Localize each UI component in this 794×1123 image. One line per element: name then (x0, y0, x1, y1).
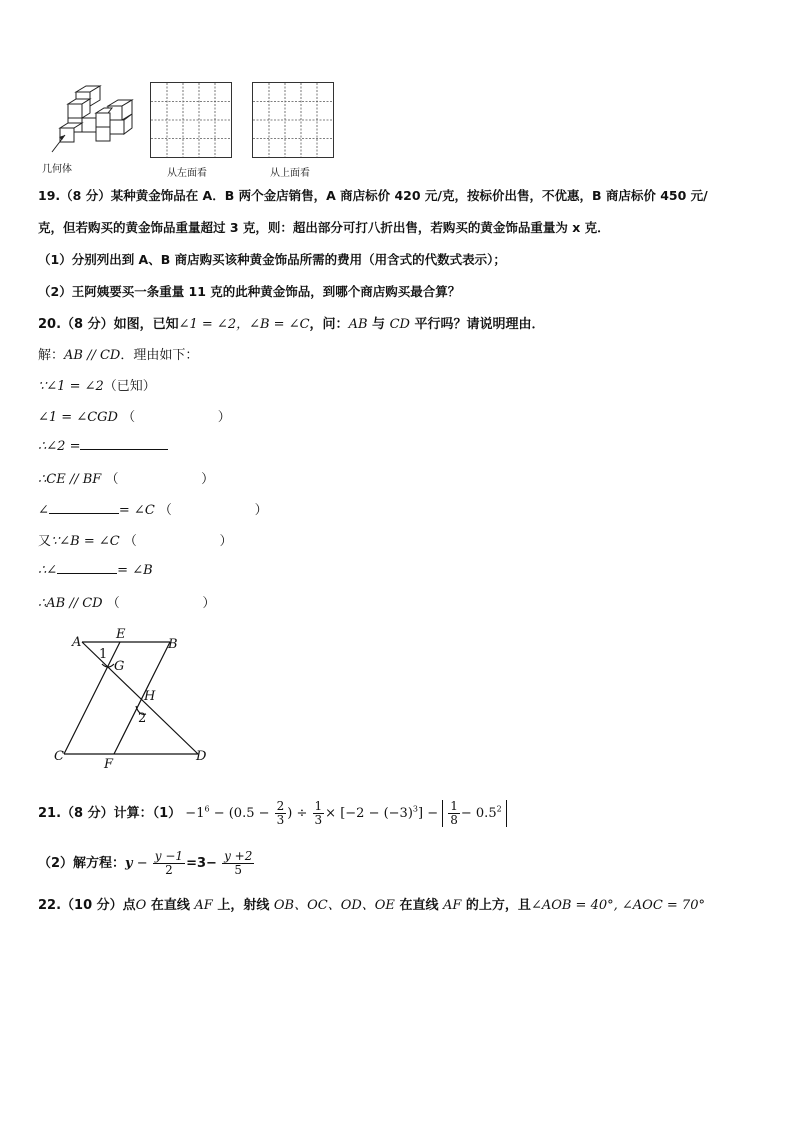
top-view-grid (252, 82, 334, 158)
q20-step5 (38, 499, 268, 518)
q19-line2: 克，但若购买的黄金饰品重量超过 3 克，则：超出部分可打八折出售，若购买的黄金饰品重量为 x 克． (38, 220, 610, 235)
q20-step6-math: ∵∠B = ∠C (51, 534, 120, 549)
q21-part2 (38, 850, 255, 877)
q22-o: O (135, 898, 147, 913)
q21-term-d-exp: 3 (412, 804, 418, 814)
q22-t3: 在直线 (394, 898, 443, 913)
frac-den: 3 (314, 813, 323, 827)
q20-step1-reason: （已知） (103, 379, 156, 394)
q21-term-f: − 0.5 (460, 806, 497, 821)
q21-term-c: ) ÷ (287, 806, 308, 821)
q20-step1-math: ∵∠1 = ∠2 (38, 379, 104, 394)
q21-p1-label: （1） (152, 806, 182, 821)
frac-num: y +2 (224, 849, 253, 863)
q20-step4-math: ∴CE // BF (38, 472, 102, 487)
q22-t4: 的上方，且 (461, 898, 531, 913)
q21-frac-y-minus-1-over-2 (153, 850, 185, 877)
q20-solution-line (38, 344, 198, 363)
q21-title: 21.（8 分）计算： (38, 806, 153, 821)
frac-den: 2 (165, 863, 173, 877)
q19-line1: 19.（8 分）某种黄金饰品在 A．B 两个金店销售，A 商店标价 420 元/克，按标价出售，不优惠，B 商店标价 450 元/ (38, 188, 708, 203)
top-view-caption: 从上面看 (270, 168, 310, 179)
frac-num: 1 (314, 799, 323, 813)
label-b: B (168, 637, 178, 652)
q20-suffix: 平行吗？请说明理由． (409, 317, 545, 332)
q20-step4-reason: （ ） (105, 472, 215, 487)
label-a: A (72, 635, 82, 650)
q22-t2: 上，射线 (212, 898, 274, 913)
q21-expression (185, 799, 506, 827)
frac-den: 3 (276, 813, 285, 827)
q21-term-f-exp: 2 (496, 804, 502, 814)
q20-step7-post: = ∠B (117, 563, 153, 578)
q20-sol-text: ．理由如下： (120, 348, 199, 363)
q20-step2-math: ∠1 = ∠CGD (38, 410, 118, 425)
q19-part2: （2）王阿姨要买一条重量 11 克的此种黄金饰品，到哪个商店购买最合算？ (38, 284, 461, 299)
q22-question (38, 894, 705, 913)
q20-step5-reason: （ ） (158, 503, 268, 518)
q21-p2-label: （2）解方程： (38, 856, 126, 871)
q21-frac-1-3 (313, 800, 325, 827)
frac-den: 5 (234, 863, 243, 877)
q21-term-d: × [−2 − (−3) (325, 806, 413, 821)
q21-p2-minus: − (132, 856, 148, 871)
q20-step5-pre: ∠ (38, 503, 49, 518)
q20-step6 (38, 530, 233, 549)
q20-geometry-figure (52, 626, 222, 768)
segment-ec (64, 642, 120, 754)
q20-step7-blank[interactable] (57, 561, 117, 574)
q22-af: AF (194, 898, 213, 913)
q21-term-a-exp: 6 (204, 804, 210, 814)
q21-term-b: − (0.5 − (209, 806, 270, 821)
q20-step7-pre: ∴∠ (38, 563, 58, 578)
q20-step2-reason: （ ） (122, 410, 231, 425)
left-view-caption: 从左面看 (167, 168, 207, 179)
q21-frac-1-8 (448, 800, 460, 827)
label-1: 1 (99, 647, 108, 662)
q20-step7 (38, 561, 153, 578)
q20-sol-math: AB // CD (64, 348, 121, 363)
q22-prefix: 22.（10 分）点 (38, 898, 136, 913)
left-view-grid (150, 82, 232, 158)
q21-term-e: ] − (418, 806, 439, 821)
frac-num: y −1 (154, 849, 184, 863)
q20-ab: AB (348, 317, 368, 332)
frac-num: 2 (276, 799, 285, 813)
q20-step3 (38, 437, 168, 454)
q20-step4 (38, 468, 214, 487)
frac-num: 1 (450, 799, 458, 813)
q21-part1 (38, 800, 507, 827)
q20-mid: ，问： (309, 317, 349, 332)
q21-frac-2-3 (275, 800, 287, 827)
q22-rays: OB、OC、OD、OE (273, 898, 395, 913)
q22-angles: ∠AOB = 40°, ∠AOC = 70° (530, 898, 705, 913)
solid-caption: 几何体 (42, 164, 72, 175)
label-c: C (54, 749, 64, 764)
label-e: E (116, 627, 126, 642)
q22-af2: AF (442, 898, 462, 913)
q21-abs-bracket (442, 800, 506, 827)
label-h: H (144, 689, 156, 704)
q20-step8 (38, 592, 215, 611)
q20-with: 与 (367, 317, 390, 332)
q21-p2-y: y (125, 856, 133, 871)
label-d: D (196, 749, 207, 764)
label-g: G (114, 659, 125, 674)
q20-step8-math: ∴AB // CD (38, 596, 103, 611)
q20-step3-blank[interactable] (80, 437, 168, 450)
q20-cd: CD (389, 317, 410, 332)
q20-step6-pre: 又 (38, 534, 52, 549)
frac-den: 8 (450, 813, 458, 827)
q20-sol-label: 解： (38, 348, 65, 363)
q20-step2 (38, 406, 231, 425)
q20-step8-reason: （ ） (106, 596, 216, 611)
q20-prefix: 20.（8 分）如图，已知 (38, 317, 179, 332)
q20-step6-reason: （ ） (123, 534, 233, 549)
q20-condition: ∠1 = ∠2，∠B = ∠C (178, 317, 310, 332)
q20-step3-math: ∴∠2 = (38, 439, 81, 454)
label-2: 2 (138, 711, 147, 726)
q20-question (38, 313, 544, 332)
q21-p2-eq: =3− (186, 856, 217, 871)
q20-step1 (38, 375, 156, 394)
q20-step5-post: = ∠C (118, 503, 155, 518)
q19-part1: （1）分别列出到 A、B 商店购买该种黄金饰品所需的费用（用含式的代数式表示）； (38, 252, 506, 267)
q20-step5-blank[interactable] (49, 501, 119, 514)
label-f: F (104, 757, 114, 768)
q22-t1: 在直线 (146, 898, 195, 913)
q21-frac-y-plus-2-over-5 (222, 850, 254, 877)
q21-term-a: −1 (185, 806, 205, 821)
cube-solid-figure (40, 80, 140, 160)
